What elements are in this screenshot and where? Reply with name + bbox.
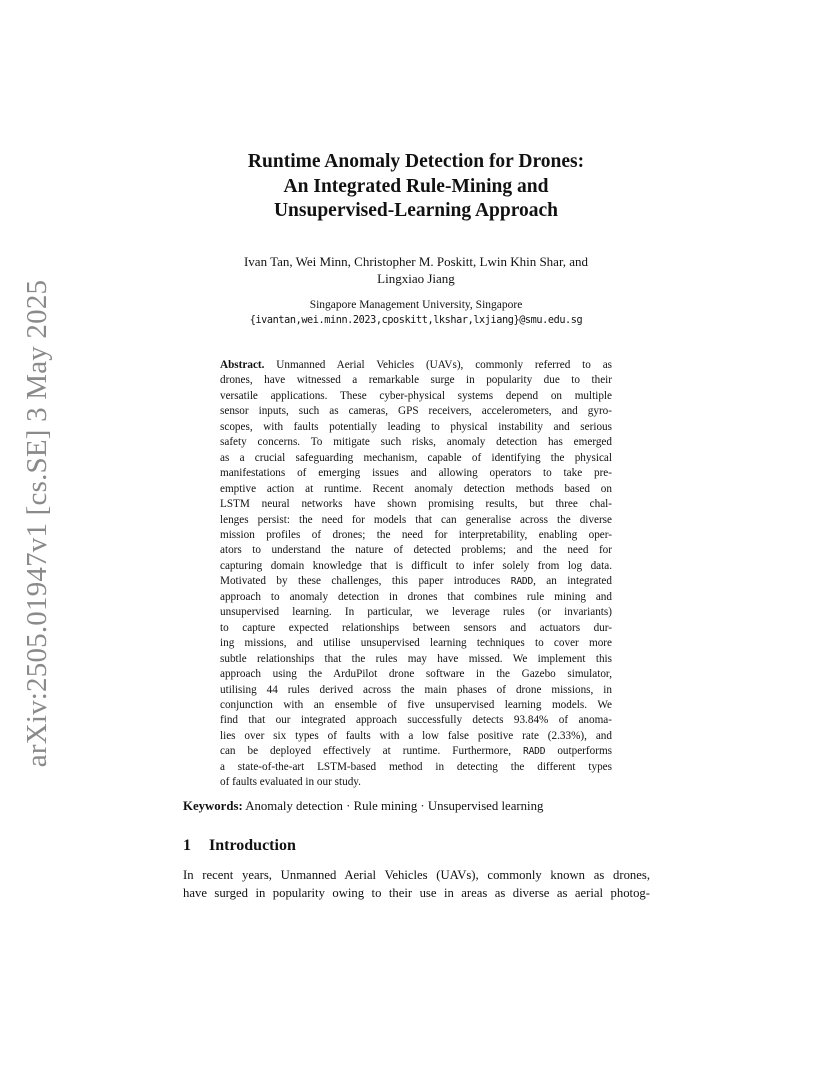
affiliation: Singapore Management University, Singapore bbox=[309, 299, 523, 311]
abstract-line: ing missions, and utilise unsupervised learning techniques to cover more bbox=[220, 637, 612, 650]
arxiv-identifier-text: arXiv:2505.01947v1 [cs.SE] 3 May 2025 bbox=[21, 279, 54, 767]
abstract-line: subtle relationships that the rules may have missed. We implement this bbox=[220, 652, 612, 665]
abstract-line: can be deployed effectively at runtime. Furthermore, RADD outperforms bbox=[220, 745, 612, 758]
abstract-line: lenges persist: the need for models that can generalise across the diverse bbox=[220, 513, 612, 526]
section-number: 1 bbox=[183, 837, 191, 854]
abstract-line: a state-of-the-art LSTM-based method in detecting the different types bbox=[220, 760, 612, 773]
abstract-line: LSTM neural networks have shown promising results, but three chal- bbox=[220, 498, 612, 511]
abstract-line: sensor inputs, such as cameras, GPS receivers, accelerometers, and gyro- bbox=[220, 405, 612, 418]
abstract-line: as a crucial safeguarding mechanism, capable of identifying the physical bbox=[220, 451, 612, 464]
abstract-line: safety concerns. To mitigate such risks, anomaly detection has emerged bbox=[220, 436, 612, 449]
abstract-line: Motivated by these challenges, this paper introduces RADD, an integrated bbox=[220, 575, 612, 588]
abstract-line: find that our integrated approach successfully detects 93.84% of anoma- bbox=[220, 714, 612, 727]
keywords-label: Keywords: bbox=[183, 799, 243, 813]
abstract-line: scopes, with faults potentially leading to physical instability and serious bbox=[220, 420, 612, 433]
body-line: have surged in popularity owing to their use in areas as diverse as aerial photog- bbox=[183, 885, 650, 900]
arxiv-identifier-stamp bbox=[16, 279, 60, 767]
keywords-text: Anomaly detection · Rule mining · Unsupervised learning bbox=[245, 799, 544, 813]
body-line: In recent years, Unmanned Aerial Vehicles (UAVs), commonly known as drones, bbox=[183, 868, 650, 882]
abstract-line: versatile applications. These cyber-physical systems depend on multiple bbox=[220, 389, 612, 402]
abstract-text: Unmanned Aerial Vehicles (UAVs), commonly referred to as bbox=[276, 359, 613, 371]
authors-line: Lingxiao Jiang bbox=[377, 270, 455, 286]
introduction-body bbox=[183, 867, 650, 902]
section-heading-introduction bbox=[183, 836, 296, 856]
abstract-label: Abstract. bbox=[220, 359, 265, 371]
author-emails: {ivantan,wei.minn.2023,cposkitt,lkshar,lxjiang}@smu.edu.sg bbox=[249, 315, 583, 326]
title-line: Unsupervised-Learning Approach bbox=[273, 200, 559, 221]
abstract-line: utilising 44 rules derived across the main phases of drone missions, in bbox=[220, 683, 612, 696]
authors-line: Ivan Tan, Wei Minn, Christopher M. Poskitt, Lwin Khin Shar, and bbox=[243, 254, 589, 269]
tool-name-radd: RADD bbox=[523, 746, 546, 758]
paper-title bbox=[160, 150, 672, 224]
title-line: An Integrated Rule-Mining and bbox=[283, 175, 549, 197]
abstract-line: approach to anomaly detection in drones that combines rule mining and bbox=[220, 590, 612, 603]
abstract-line: drones, have witnessed a remarkable surge in popularity due to their bbox=[220, 374, 612, 387]
abstract-line: to capture expected relationships between sensors and actuators dur- bbox=[220, 621, 612, 634]
author-list bbox=[180, 254, 652, 287]
title-line: Runtime Anomaly Detection for Drones: bbox=[247, 151, 585, 172]
abstract-line: unsupervised learning. In particular, we leverage rules (or invariants) bbox=[220, 606, 612, 619]
section-title: Introduction bbox=[209, 837, 296, 854]
abstract-line: emptive action at runtime. Recent anomaly detection methods based on bbox=[220, 482, 612, 495]
abstract bbox=[220, 358, 612, 791]
abstract-line: capturing domain knowledge that is difficult to infer solely from log data. bbox=[220, 559, 612, 572]
tool-name-radd: RADD bbox=[510, 576, 534, 588]
abstract-line: approach using the ArduPilot drone software in the Gazebo simulator, bbox=[220, 668, 612, 681]
abstract-line: of faults evaluated in our study. bbox=[220, 776, 361, 789]
abstract-line bbox=[220, 358, 612, 373]
abstract-line: mission profiles of drones; the need for interpretability, enabling oper- bbox=[220, 528, 612, 541]
abstract-line: manifestations of emerging issues and allowing operators to take pre- bbox=[220, 467, 612, 480]
abstract-line: lies over six types of faults with a low false positive rate (2.33%), and bbox=[220, 729, 612, 742]
affiliation-block bbox=[180, 297, 652, 329]
abstract-line: conjunction with an ensemble of five unsupervised learning models. We bbox=[220, 698, 612, 711]
abstract-line: ators to understand the nature of detected problems; and the need for bbox=[220, 544, 612, 557]
keywords bbox=[183, 798, 543, 815]
